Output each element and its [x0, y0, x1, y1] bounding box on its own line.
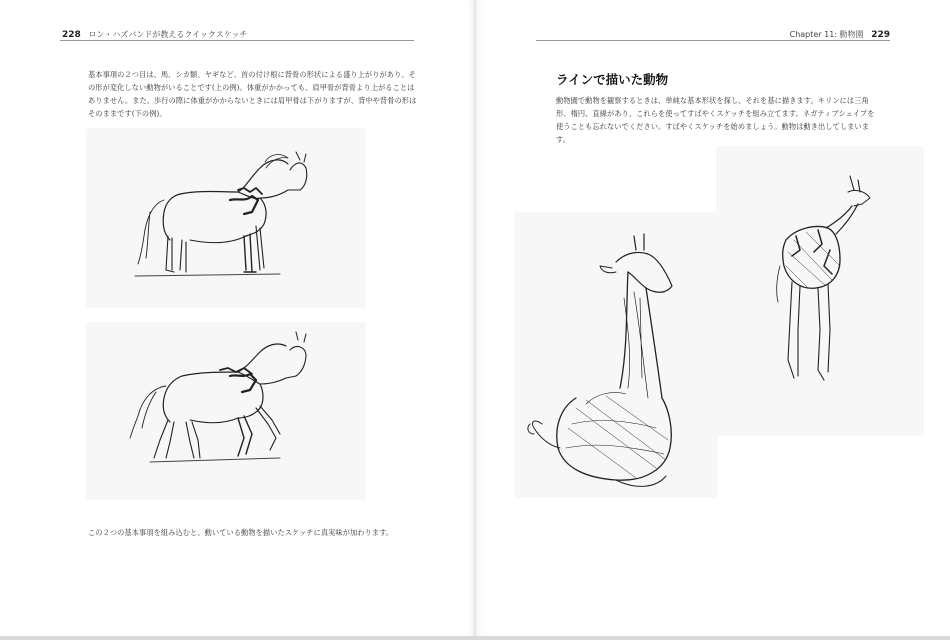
horse-walking-sketch — [120, 328, 320, 478]
left-page-number: 228 — [62, 30, 81, 40]
left-header-rule — [60, 40, 414, 41]
right-page — [476, 0, 950, 640]
giraffe-standing-sketch — [766, 170, 886, 390]
left-running-head — [62, 29, 247, 40]
left-paragraph-2: この２つの基本事項を組み込むと、動いている動物を描いたスケッチに真実味が加わります。 — [88, 528, 394, 537]
right-paragraph-1: 動物園で動物を観察するときは、単純な基本形状を探し、それを基に描きます。キリンには三角形、楕円、直線があり、これらを使ってすばやくスケッチを組み立てます。ネガティブシェイプを使うことも忘れないでください。すばやくスケッチを始めましょう。動物は動き出してしまいます。 — [556, 96, 875, 144]
giraffe-seated-sketch — [516, 228, 716, 498]
left-running-title: ロン・ハズバンドが教えるクイックスケッチ — [88, 30, 248, 39]
right-page-number: 229 — [871, 30, 890, 40]
section-title: ラインで描いた動物 — [556, 72, 669, 87]
left-page — [0, 0, 474, 640]
spread-bottom-edge — [0, 636, 950, 640]
right-running-head — [790, 29, 890, 40]
horse-standing-sketch — [120, 140, 320, 290]
left-paragraph-1: 基本事項の２つ目は、馬、シカ類、ヤギなど、首の付け根に背骨の形状による盛り上がりがあり、その形が変化しない動物がいることです(上の例)。体重がかかっても、肩甲骨が背骨より上がることはありません。また、歩行の際に体重がかからないときには肩甲骨は下がりますが、背中や背骨の形はそのままです(下の例)。 — [88, 70, 417, 118]
right-header-rule — [536, 40, 890, 41]
right-running-title: Chapter 11: 動物園 — [789, 30, 864, 39]
